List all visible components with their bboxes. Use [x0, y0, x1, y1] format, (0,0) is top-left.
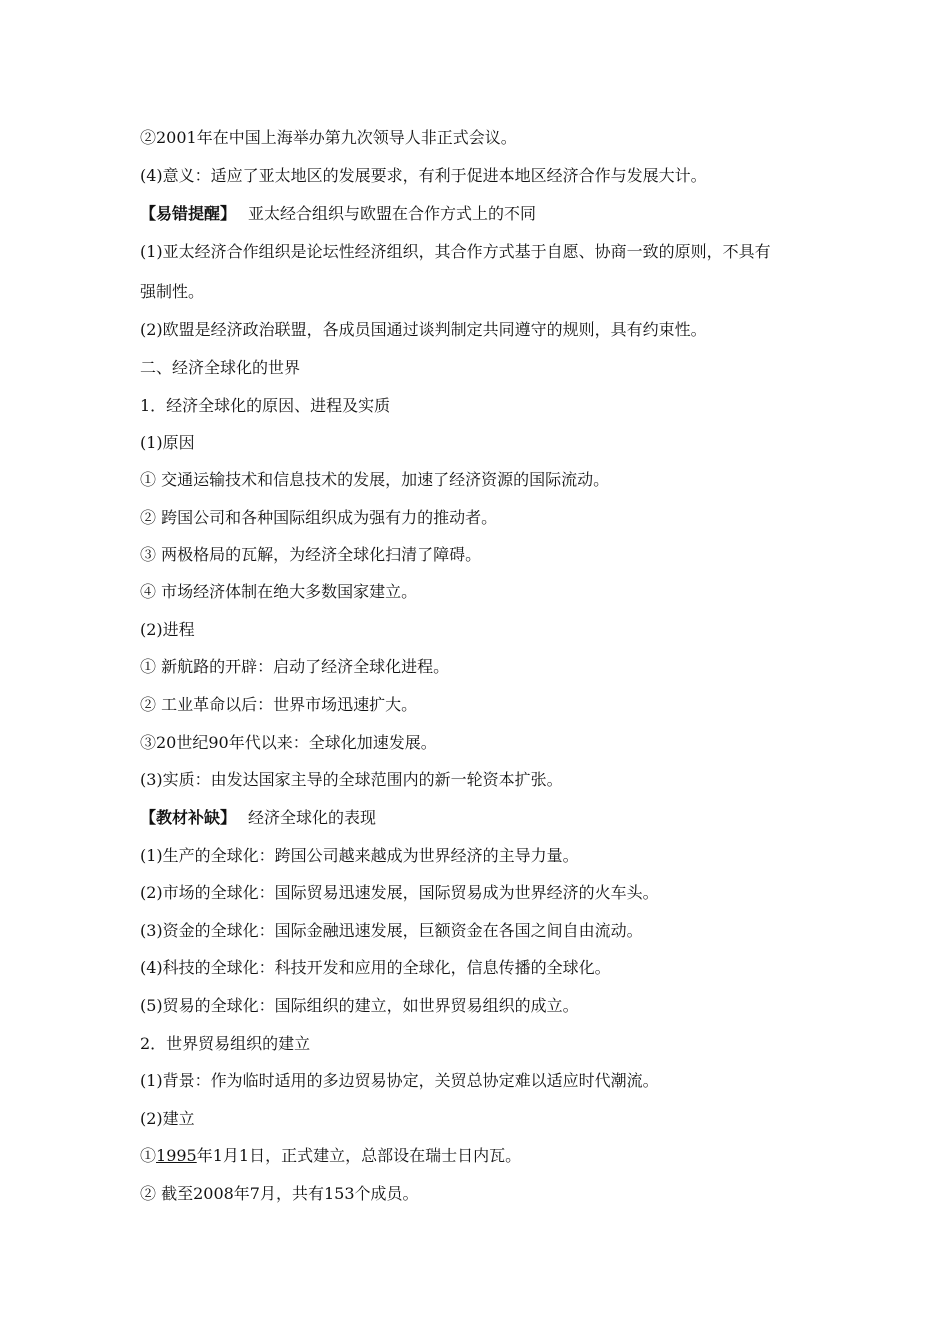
tip-line [140, 204, 536, 224]
text-line: (4)科技的全球化：科技开发和应用的全球化，信息传播的全球化。 [140, 958, 611, 977]
text-line: (1)原因 [140, 433, 195, 452]
text-line: ②2001年在中国上海举办第九次领导人非正式会议。 [140, 128, 517, 147]
text-line: ② 跨国公司和各种国际组织成为强有力的推动者。 [140, 508, 498, 527]
section-heading: 二、经济全球化的世界 [140, 358, 301, 377]
text-fragment: 年1月1日，正式建立，总部设在瑞士日内瓦。 [196, 1146, 522, 1165]
subsection-heading: 1．经济全球化的原因、进程及实质 [140, 396, 391, 415]
text-line: (4)意义：适应了亚太地区的发展要求，有利于促进本地区经济合作与发展大计。 [140, 166, 707, 185]
tip-label: 【易错提醒】 [140, 204, 237, 223]
text-line: ② 截至2008年7月，共有153个成员。 [140, 1184, 419, 1203]
text-line: (5)贸易的全球化：国际组织的建立，如世界贸易组织的成立。 [140, 996, 579, 1015]
tip-text: 经济全球化的表现 [248, 808, 377, 827]
text-line: (3)资金的全球化：国际金融迅速发展，巨额资金在各国之间自由流动。 [140, 921, 643, 940]
text-line: (2)建立 [140, 1109, 195, 1128]
subsection-heading: 2．世界贸易组织的建立 [140, 1034, 311, 1053]
text-line: (2)欧盟是经济政治联盟，各成员国通过谈判制定共同遵守的规则，具有约束性。 [140, 320, 707, 339]
tip-label: 【教材补缺】 [140, 808, 237, 827]
text-line [140, 1146, 521, 1166]
text-line: ② 工业革命以后：世界市场迅速扩大。 [140, 695, 418, 714]
text-line: ① 新航路的开辟：启动了经济全球化进程。 [140, 657, 450, 676]
text-line: 强制性。 [140, 282, 205, 301]
text-line: (1)背景：作为临时适用的多边贸易协定，关贸总协定难以适应时代潮流。 [140, 1071, 659, 1090]
underlined-year: 1995 [156, 1146, 197, 1165]
text-line: ③ 两极格局的瓦解，为经济全球化扫清了障碍。 [140, 545, 482, 564]
text-line: (2)市场的全球化：国际贸易迅速发展，国际贸易成为世界经济的火车头。 [140, 883, 659, 902]
text-line: (1)生产的全球化：跨国公司越来越成为世界经济的主导力量。 [140, 846, 579, 865]
text-line: ③20世纪90年代以来：全球化加速发展。 [140, 733, 437, 752]
text-line: ① 交通运输技术和信息技术的发展，加速了经济资源的国际流动。 [140, 470, 610, 489]
tip-text: 亚太经合组织与欧盟在合作方式上的不同 [248, 204, 537, 223]
text-line: (1)亚太经济合作组织是论坛性经济组织，其合作方式基于自愿、协商一致的原则，不具有 [140, 242, 771, 261]
tip-line [140, 808, 376, 828]
list-marker: ① [140, 1146, 157, 1165]
text-line: (3)实质：由发达国家主导的全球范围内的新一轮资本扩张。 [140, 770, 563, 789]
text-line: ④ 市场经济体制在绝大多数国家建立。 [140, 582, 418, 601]
text-line: (2)进程 [140, 620, 195, 639]
